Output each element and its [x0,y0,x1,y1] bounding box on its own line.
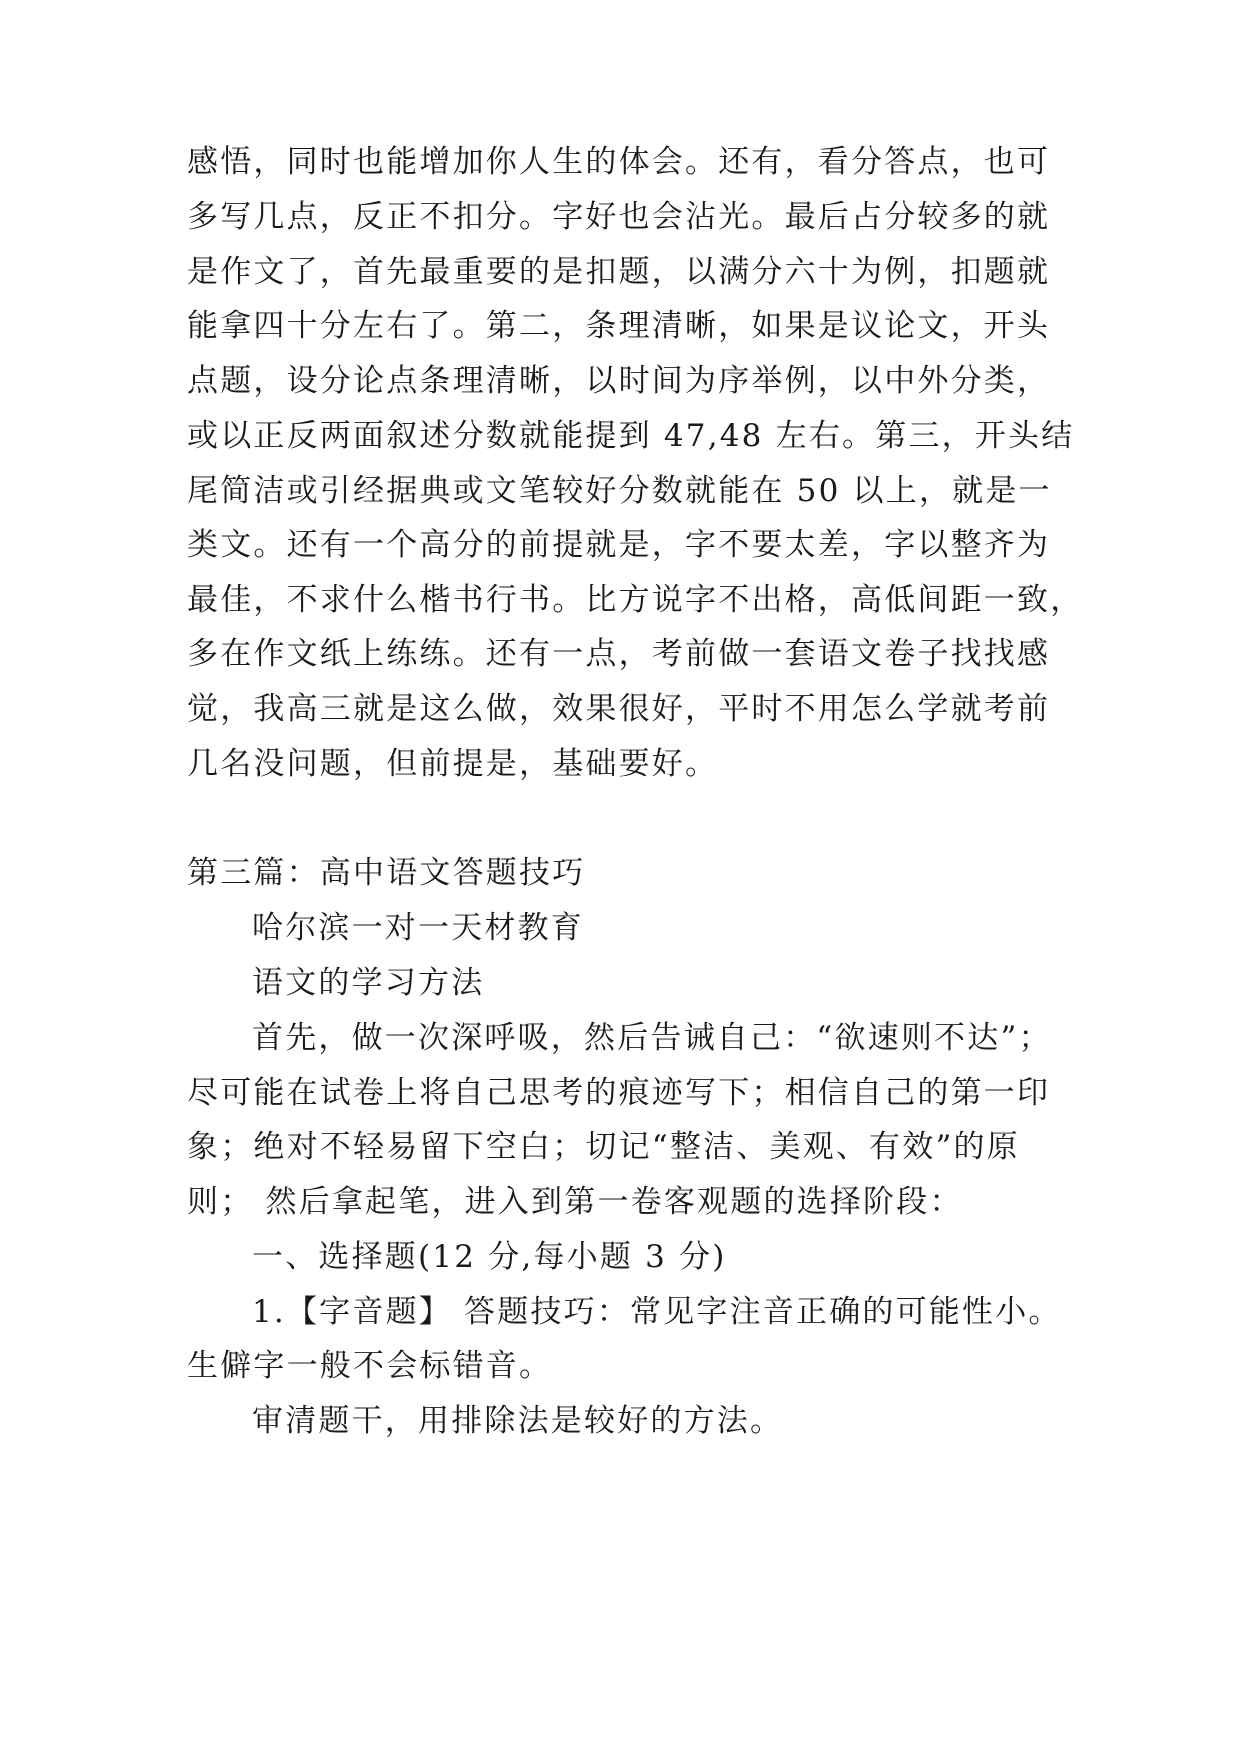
body-text-line: 几名没问题，但前提是，基础要好。 [187,746,719,782]
intro-text-line: 首先，做一次深呼吸，然后告诫自己：“欲速则不达”； [252,1020,1052,1056]
intro-text-line: 象；绝对不轻易留下空白；切记“整洁、美观、有效”的原 [187,1129,1020,1165]
body-text-line: 觉，我高三就是这么做，效果很好，平时不用怎么学就考前 [187,691,1051,727]
question-text-line: 生僻字一般不会标错音。 [187,1348,553,1384]
organization-name: 哈尔滨一对一天材教育 [252,910,584,946]
body-text-line: 能拿四十分左右了。第二，条理清晰，如果是议论文，开头 [187,308,1051,344]
question-text-line: 1.【字音题】 答题技巧：常见字注音正确的可能性小。 [252,1294,1062,1330]
body-text-line: 点题，设分论点条理清晰，以时间为序举例，以中外分类， [187,363,1051,399]
intro-text-line: 尽可能在试卷上将自己思考的痕迹写下；相信自己的第一印 [187,1075,1051,1111]
body-text-line: 是作文了，首先最重要的是扣题，以满分六十为例，扣题就 [187,254,1051,290]
body-text-line: 最佳，不求什么楷书行书。比方说字不出格，高低间距一致， [187,582,1084,618]
section-heading: 第三篇：高中语文答题技巧 [187,855,586,891]
body-text-line: 多在作文纸上练练。还有一点，考前做一套语文卷子找找感 [187,636,1051,672]
body-text-line: 类文。还有一个高分的前提就是，字不要太差，字以整齐为 [187,527,1051,563]
intro-text-line: 则； 然后拿起笔，进入到第一卷客观题的选择阶段： [187,1184,963,1220]
part-title: 一、选择题(12 分,每小题 3 分) [252,1239,727,1275]
tip-text-line: 审清题干，用排除法是较好的方法。 [252,1403,784,1439]
section-subtitle: 语文的学习方法 [252,965,485,1001]
body-text-line: 多写几点，反正不扣分。字好也会沾光。最后占分较多的就 [187,199,1051,235]
body-text-line: 感悟，同时也能增加你人生的体会。还有，看分答点，也可 [187,144,1051,180]
body-text-line: 或以正反两面叙述分数就能提到 47,48 左右。第三，开头结 [187,418,1075,454]
body-text-line: 尾简洁或引经据典或文笔较好分数就能在 50 以上，就是一 [187,473,1052,509]
